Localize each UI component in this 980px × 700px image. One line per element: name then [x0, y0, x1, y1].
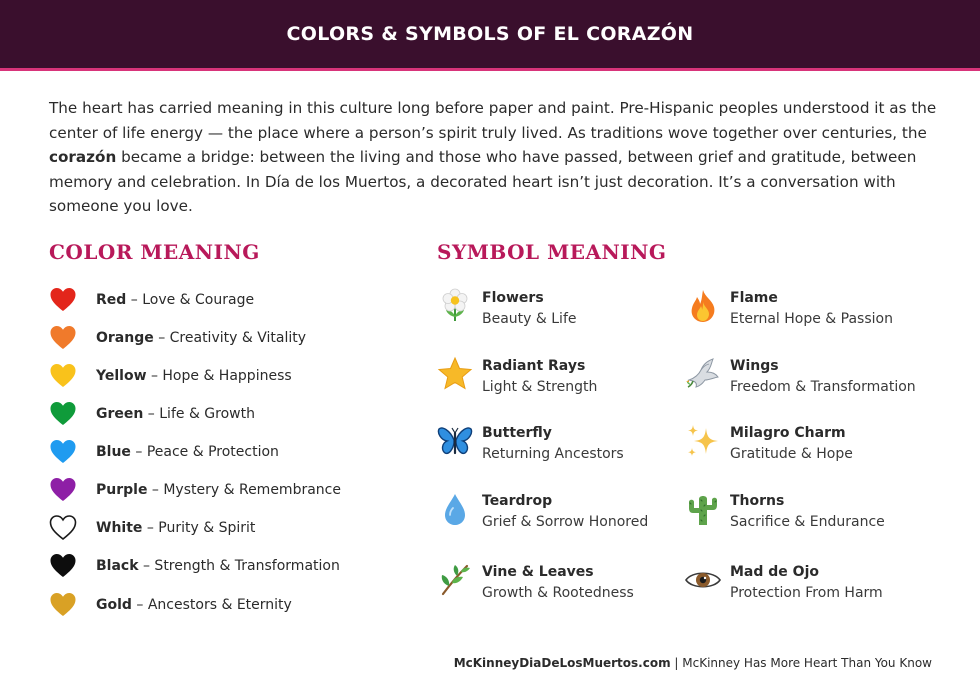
vine-icon: [437, 562, 473, 598]
symbol-meaning: Growth & Rootedness: [482, 585, 634, 601]
color-item-orange: [49, 324, 306, 352]
symbol-name: Flame: [730, 290, 778, 306]
symbol-meaning: Returning Ancestors: [482, 446, 624, 462]
symbol-name: Thorns: [730, 493, 785, 509]
symbol-name: Teardrop: [482, 493, 553, 509]
white-heart-icon: [49, 514, 77, 542]
flame-icon: [685, 288, 721, 324]
sparkle-icon: [685, 423, 721, 459]
color-label: Blue – Peace & Protection: [96, 444, 279, 460]
color-meaning-title: COLOR MEANING: [49, 240, 260, 264]
green-heart-icon: [49, 400, 77, 428]
dove-icon: [685, 356, 721, 392]
footer-tagline: McKinney Has More Heart Than You Know: [682, 656, 932, 670]
symbol-meaning: Grief & Sorrow Honored: [482, 514, 649, 530]
color-label: Yellow – Hope & Happiness: [96, 368, 292, 384]
symbol-meaning-title: SYMBOL MEANING: [437, 240, 667, 264]
symbol-meaning: Sacrifice & Endurance: [730, 514, 885, 530]
symbol-name: Vine & Leaves: [482, 564, 594, 580]
red-heart-icon: [49, 286, 77, 314]
symbol-item-wings: [685, 356, 916, 398]
page-title: COLORS & SYMBOLS OF EL CORAZÓN: [286, 23, 694, 45]
footer: [454, 656, 932, 670]
color-label: Red – Love & Courage: [96, 292, 255, 308]
color-item-green: [49, 400, 255, 428]
color-label: Black – Strength & Transformation: [96, 558, 340, 574]
symbol-item-flame: [685, 288, 893, 330]
color-label: Gold – Ancestors & Eternity: [96, 597, 292, 613]
symbol-name: Flowers: [482, 290, 544, 306]
color-item-black: [49, 552, 340, 580]
gold-heart-icon: [49, 591, 77, 619]
title-banner: [0, 0, 980, 71]
footer-site-link[interactable]: McKinneyDiaDeLosMuertos.com: [453, 656, 671, 670]
color-label: Green – Life & Growth: [96, 406, 255, 422]
intro-bold-word: corazón: [49, 148, 117, 166]
teardrop-icon: [437, 491, 473, 527]
black-heart-icon: [49, 552, 77, 580]
blue-heart-icon: [49, 438, 77, 466]
symbol-item-radiant-rays: [437, 356, 597, 398]
color-item-blue: [49, 438, 279, 466]
symbol-item-flowers: [437, 288, 577, 330]
symbol-item-butterfly: [437, 423, 624, 465]
symbol-meaning: Gratitude & Hope: [730, 446, 853, 462]
color-item-yellow: [49, 362, 292, 390]
color-label: Purple – Mystery & Remembrance: [96, 482, 341, 498]
intro-text-2: became a bridge: between the living and those who have passed, between grief and gratitude, between memory and celebration. In Día de los Muertos, a decorated heart isn’t just decoration. It’s a conversation with someone you love.: [49, 148, 917, 215]
symbol-item-vine-leaves: [437, 562, 634, 604]
color-label: Orange – Creativity & Vitality: [96, 330, 306, 346]
butterfly-icon: [437, 423, 473, 459]
yellow-heart-icon: [49, 362, 77, 390]
symbol-item-milagro-charm: [685, 423, 853, 465]
color-item-gold: [49, 591, 292, 619]
color-item-purple: [49, 476, 341, 504]
orange-heart-icon: [49, 324, 77, 352]
symbol-meaning: Light & Strength: [482, 379, 598, 395]
footer-separator: |: [670, 656, 683, 670]
symbol-meaning: Freedom & Transformation: [730, 379, 916, 395]
symbol-item-teardrop: [437, 491, 648, 533]
eye-icon: [685, 562, 721, 598]
cactus-icon: [685, 491, 721, 527]
symbol-name: Milagro Charm: [730, 425, 846, 441]
symbol-name: Wings: [730, 358, 779, 374]
intro-text-1: The heart has carried meaning in this culture long before paper and paint. Pre-Hispanic peoples understood it as the center of life energy — the place where a person’s spirit truly lived. As traditions wove together over centuries, the: [49, 99, 937, 142]
purple-heart-icon: [49, 476, 77, 504]
flower-icon: [437, 288, 473, 324]
intro-paragraph: [49, 96, 939, 219]
symbol-meaning: Beauty & Life: [482, 311, 577, 327]
symbol-name: Butterfly: [482, 425, 552, 441]
symbol-name: Mad de Ojo: [730, 564, 819, 580]
color-item-white: [49, 514, 255, 542]
symbol-item-thorns: [685, 491, 885, 533]
symbol-meaning: Eternal Hope & Passion: [730, 311, 893, 327]
symbol-meaning: Protection From Harm: [730, 585, 883, 601]
star-icon: [437, 356, 473, 392]
symbol-item-mad-de-ojo: [685, 562, 883, 604]
color-item-red: [49, 286, 254, 314]
symbol-name: Radiant Rays: [482, 358, 586, 374]
color-label: White – Purity & Spirit: [96, 520, 256, 536]
